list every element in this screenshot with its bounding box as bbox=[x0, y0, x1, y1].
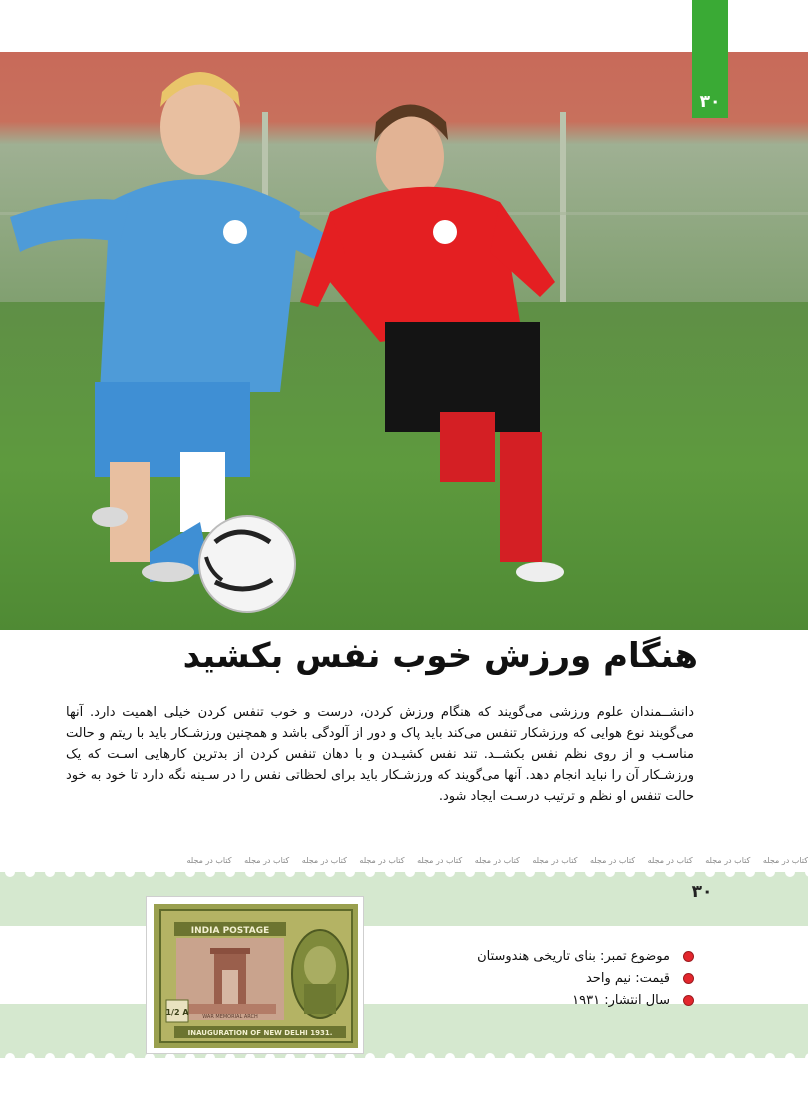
stamp-info-subject: موضوع تمبر: بنای تاریخی هندوستان bbox=[477, 949, 670, 964]
page-number-tab bbox=[692, 0, 728, 118]
article-title: هنگام ورزش خوب نفس بکشید bbox=[182, 636, 698, 676]
strip-phrase: کتاب در مجله bbox=[762, 856, 808, 865]
stamp-top-text: INDIA POSTAGE bbox=[190, 926, 270, 936]
strip-phrase: کتاب در مجله bbox=[532, 856, 578, 865]
page-number: ۳۰ bbox=[699, 92, 721, 112]
stamp-bottom-text: INAUGURATION OF NEW DELHI 1931. bbox=[187, 1029, 333, 1037]
red-bullet-icon bbox=[683, 973, 694, 984]
strip-phrase: کتاب در مجله bbox=[244, 856, 290, 865]
stamp-value: 1/2 A bbox=[165, 1008, 189, 1017]
football bbox=[199, 516, 295, 612]
stamp-info-item bbox=[380, 946, 670, 968]
article-paragraph: دانشــمندان علوم ورزشی می‌گویند که هنگام ورزش کردن، درست و خوب تنفس کردن خیلی اهمیت دارد. آنها می‌گویند نوع هوایی که ورزشکار تنفس می‌کند باید پاک و دور از آلودگی باشد و همچنین ورزشـکار باید با ریتم و حالت مناسـب و از روی نظم نفس بکشــد. تند نفس کشیـدن و با دهان تنفس کردن از بدترین کارهایی اسـت که یک ورزشـکار آن را نباید انجام دهد. آنها می‌گویند که ورزشـکار باید برای لحظاتی نفس را در سـینه نگه دارد تا خود به خود حالت تنفس او نظم و ترتیب درسـت ایجاد شود. bbox=[66, 705, 694, 804]
scallop-edge-bottom bbox=[0, 1048, 808, 1058]
strip-phrase: کتاب در مجله bbox=[474, 856, 520, 865]
strip-phrase: کتاب در مجله bbox=[417, 856, 463, 865]
football-photo bbox=[0, 52, 808, 630]
strip-phrase: کتاب در مجله bbox=[359, 856, 405, 865]
strip-phrase: کتاب در مجله bbox=[705, 856, 751, 865]
stamp-info-item bbox=[380, 968, 670, 990]
decorative-strip bbox=[0, 852, 808, 870]
strip-phrase: کتاب در مجله bbox=[589, 856, 636, 865]
scallop-edge-top bbox=[0, 872, 808, 882]
red-bullet-icon bbox=[683, 995, 694, 1006]
stamp-image bbox=[146, 896, 364, 1054]
red-bullet-icon bbox=[683, 951, 694, 962]
stamp-info-year: سال انتشار: ۱۹۳۱ bbox=[572, 993, 670, 1008]
strip-phrase: کتاب در مجله bbox=[301, 856, 347, 865]
scallop-edge-upper bbox=[0, 921, 808, 931]
strip-phrase: کتاب در مجله bbox=[186, 856, 232, 865]
stamp-info-price: قیمت: نیم واحد bbox=[585, 971, 670, 986]
strip-phrase: کتاب در مجله bbox=[647, 856, 693, 865]
stamp-caption: WAR MEMORIAL ARCH bbox=[202, 1014, 258, 1020]
stamp-info-item bbox=[380, 990, 670, 1012]
stamp-info-list bbox=[380, 946, 670, 1012]
panel-page-number: ۳۰ bbox=[691, 882, 713, 902]
